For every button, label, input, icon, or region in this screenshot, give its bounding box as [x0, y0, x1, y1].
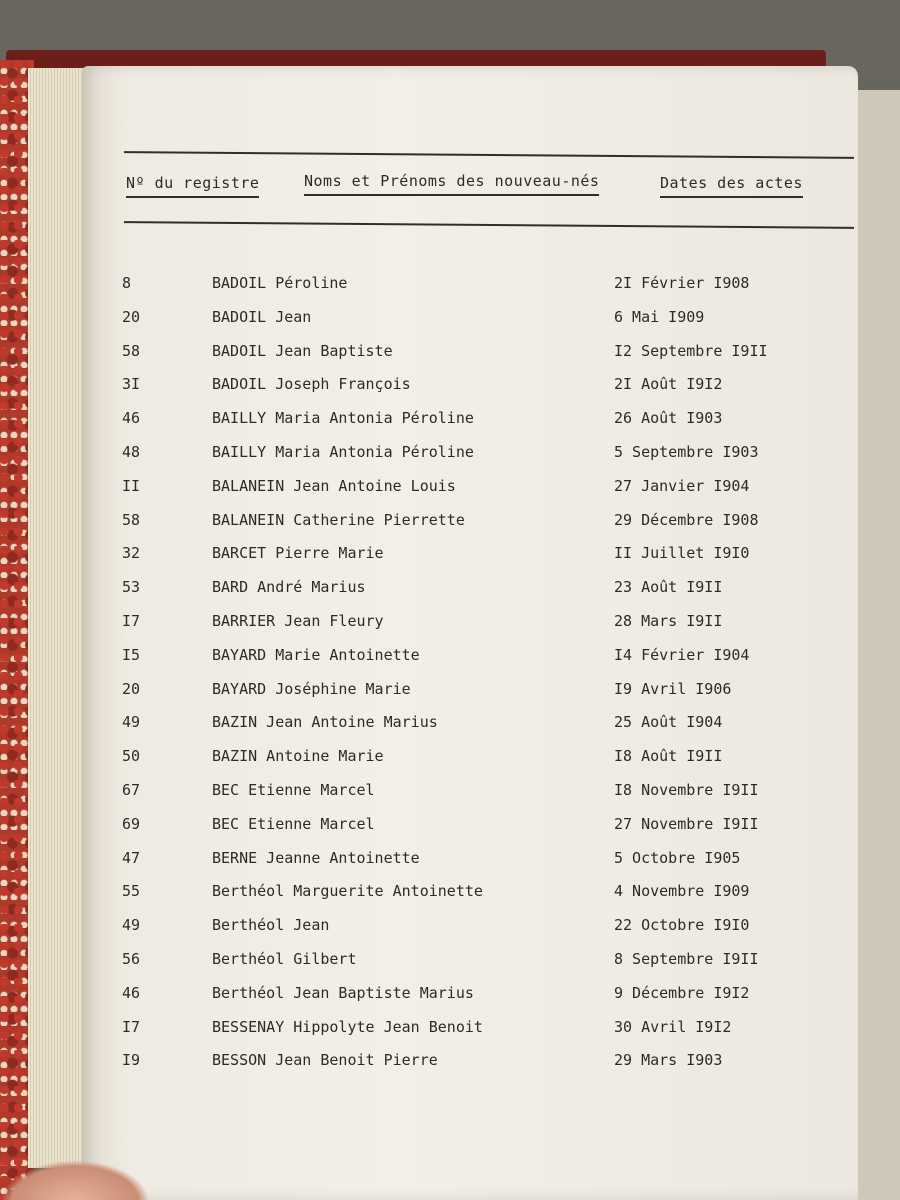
entry-number: 58 [122, 510, 141, 529]
entry-number: 48 [122, 443, 141, 461]
entry-date: 2I Août I9I2 [614, 375, 723, 394]
entry-name: BADOIL Joseph François [212, 375, 411, 394]
entry-number: 8 [122, 274, 132, 292]
entry-name: BALANEIN Jean Antoine Louis [212, 476, 456, 495]
entry-number: 46 [122, 409, 141, 428]
entry-date: 30 Avril I9I2 [614, 1017, 732, 1036]
register-entry-row [82, 274, 858, 304]
register-entry-row [82, 646, 858, 676]
register-entry-row [82, 443, 858, 473]
register-entry-row [82, 747, 858, 777]
entry-name: BEC Etienne Marcel [212, 781, 375, 799]
entry-date: 29 Décembre I908 [614, 510, 759, 529]
entry-name: BESSON Jean Benoit Pierre [212, 1051, 438, 1070]
entry-name: BARD André Marius [212, 578, 366, 597]
register-entry-row [82, 916, 858, 946]
entry-name: BADOIL Péroline [212, 274, 348, 292]
register-entry-row [82, 578, 858, 608]
next-page-edge [856, 90, 900, 1200]
entry-date: I9 Avril I906 [614, 679, 732, 698]
entry-name: BAILLY Maria Antonia Péroline [212, 409, 474, 428]
entry-date: I4 Février I904 [614, 645, 750, 664]
entry-number: 53 [122, 578, 141, 597]
column-header-number-label: Nº du registre [126, 174, 260, 192]
register-entry-row [82, 680, 858, 710]
register-entry-row [82, 815, 858, 845]
register-entry-row [82, 713, 858, 743]
entry-name: BERNE Jeanne Antoinette [212, 848, 420, 867]
entry-name: BADOIL Jean [212, 307, 312, 326]
entry-date: 25 Août I904 [614, 713, 723, 732]
entry-date: 5 Octobre I905 [614, 848, 741, 867]
entry-number: 46 [122, 983, 141, 1002]
column-header-name [304, 172, 599, 190]
page-edges [28, 68, 84, 1168]
entry-date: 4 Novembre I909 [614, 882, 750, 901]
entry-name: BARCET Pierre Marie [212, 544, 384, 563]
entry-number: I9 [122, 1051, 141, 1070]
entry-date: I2 Septembre I9II [614, 341, 768, 360]
entry-number: 20 [122, 679, 141, 698]
entry-date: I8 Août I9II [614, 747, 723, 766]
entry-number: 50 [122, 747, 141, 766]
entry-name: BADOIL Jean Baptiste [212, 341, 393, 360]
entry-number: 20 [122, 307, 141, 326]
entry-name: Berthéol Jean Baptiste Marius [212, 983, 474, 1002]
entry-date: 2I Février I908 [614, 274, 750, 292]
entry-date: 26 Août I903 [614, 409, 723, 428]
entry-number: I5 [122, 645, 141, 664]
register-entry-row [82, 781, 858, 811]
header-top-rule [124, 151, 854, 159]
register-page [82, 66, 858, 1200]
entry-number: 49 [122, 713, 141, 732]
entry-number: II [122, 476, 141, 495]
entry-date: I8 Novembre I9II [614, 781, 759, 799]
entry-name: BESSENAY Hippolyte Jean Benoit [212, 1017, 483, 1036]
entry-number: 47 [122, 848, 141, 867]
entry-number: 55 [122, 882, 141, 901]
underline [304, 194, 599, 196]
entry-date: 5 Septembre I903 [614, 443, 759, 461]
entry-name: BAYARD Joséphine Marie [212, 679, 411, 698]
entry-date: II Juillet I9I0 [614, 544, 750, 563]
entry-name: BAYARD Marie Antoinette [212, 645, 420, 664]
register-entry-row [82, 409, 858, 439]
column-header-date-label: Dates des actes [660, 174, 803, 192]
entry-number: I7 [122, 1017, 141, 1036]
entry-name: Berthéol Jean [212, 916, 330, 935]
column-header-number [126, 174, 259, 192]
thumb [0, 1160, 150, 1200]
register-entry-row [82, 984, 858, 1014]
entry-number: 3I [122, 375, 141, 394]
column-header-date [660, 174, 803, 192]
register-entry-row [82, 1051, 858, 1081]
entry-number: 49 [122, 916, 141, 935]
entry-date: 27 Novembre I9II [614, 814, 759, 833]
entry-date: 29 Mars I903 [614, 1051, 723, 1070]
entry-date: 6 Mai I909 [614, 307, 705, 326]
underline [126, 196, 259, 198]
register-entry-row [82, 308, 858, 338]
register-entry-row [82, 342, 858, 372]
column-header-name-label: Noms et Prénoms des nouveau-nés [304, 172, 600, 190]
entry-date: 23 Août I9II [614, 578, 723, 597]
entry-name: BAZIN Antoine Marie [212, 747, 384, 766]
entry-name: BEC Etienne Marcel [212, 814, 375, 833]
entry-number: 67 [122, 781, 141, 799]
entry-date: 9 Décembre I9I2 [614, 983, 750, 1002]
header-bottom-rule [124, 221, 854, 229]
entry-date: 8 Septembre I9II [614, 950, 759, 968]
register-entry-row [82, 477, 858, 507]
register-entry-row [82, 612, 858, 642]
entry-name: Berthéol Gilbert [212, 950, 357, 968]
register-entry-row [82, 849, 858, 879]
entry-name: BAZIN Jean Antoine Marius [212, 713, 438, 732]
register-entry-row [82, 375, 858, 405]
register-entry-row [82, 544, 858, 574]
underline [660, 196, 803, 198]
entry-number: I7 [122, 612, 141, 630]
entry-name: BAILLY Maria Antonia Péroline [212, 443, 474, 461]
entry-date: 27 Janvier I904 [614, 476, 750, 495]
entry-number: 69 [122, 814, 141, 833]
entry-number: 32 [122, 544, 141, 563]
entry-name: Berthéol Marguerite Antoinette [212, 882, 483, 901]
register-entry-row [82, 1018, 858, 1048]
entry-name: BALANEIN Catherine Pierrette [212, 510, 465, 529]
entry-date: 22 Octobre I9I0 [614, 916, 750, 935]
entry-number: 56 [122, 950, 141, 968]
register-entry-row [82, 882, 858, 912]
register-entry-row [82, 950, 858, 980]
register-entry-row [82, 511, 858, 541]
entry-number: 58 [122, 341, 141, 360]
entry-date: 28 Mars I9II [614, 612, 723, 630]
entry-name: BARRIER Jean Fleury [212, 612, 384, 630]
